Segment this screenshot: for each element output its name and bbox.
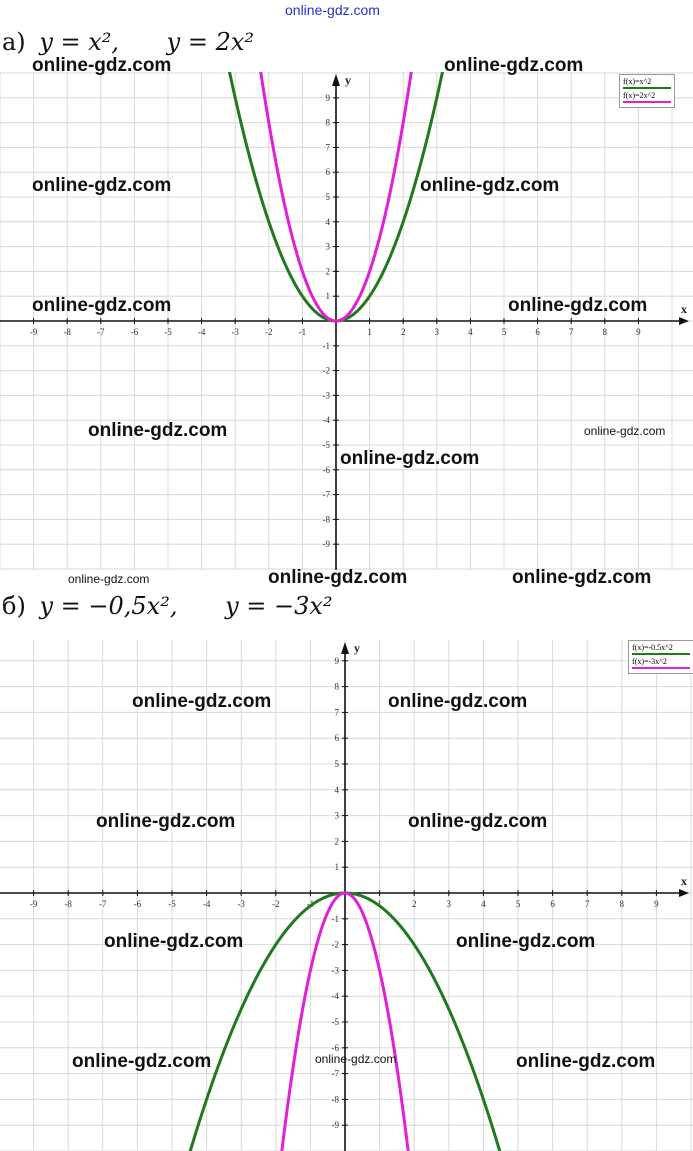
y-tick-label: 6 — [334, 733, 339, 744]
watermark: online-gdz.com — [315, 1052, 397, 1066]
legend-series-1-swatch — [632, 653, 690, 655]
chart-b-eq2: y = −3x² — [225, 592, 333, 620]
y-tick-label: 1 — [325, 291, 330, 302]
x-tick-label: 3 — [446, 899, 452, 909]
y-tick-label: 7 — [325, 142, 330, 153]
y-tick-label: -8 — [331, 1094, 339, 1105]
x-tick-label: 9 — [636, 327, 641, 337]
legend-series-2-label: f(x)=2x^2 — [623, 91, 656, 100]
chart-a-label: а) — [2, 28, 26, 56]
x-tick-label: -6 — [130, 327, 139, 337]
y-tick-label: 4 — [325, 216, 330, 227]
watermark-top: online-gdz.com — [285, 2, 380, 18]
y-tick-label: 2 — [325, 266, 330, 277]
watermark: online-gdz.com — [32, 175, 172, 196]
watermark: online-gdz.com — [508, 295, 648, 316]
y-tick-label: -7 — [322, 489, 330, 500]
legend-series-1-swatch — [623, 87, 671, 89]
x-axis-arrow — [679, 317, 689, 325]
x-tick-label: 4 — [468, 327, 473, 337]
y-axis-label: y — [354, 641, 360, 655]
x-tick-label: -9 — [29, 899, 38, 909]
y-tick-label: -6 — [322, 464, 330, 475]
watermark: online-gdz.com — [408, 811, 548, 832]
legend-series-2-swatch — [623, 101, 671, 103]
y-tick-label: -3 — [331, 965, 339, 976]
y-tick-label: 1 — [334, 862, 339, 873]
x-tick-label: 4 — [481, 899, 486, 909]
y-tick-label: 6 — [325, 167, 330, 178]
x-tick-label: 7 — [584, 899, 590, 909]
y-axis-arrow — [341, 642, 349, 654]
x-tick-label: 2 — [400, 327, 406, 337]
y-tick-label: -7 — [331, 1068, 339, 1079]
watermark: online-gdz.com — [32, 55, 172, 76]
x-tick-label: 8 — [602, 327, 608, 337]
y-tick-label: -1 — [322, 340, 330, 351]
x-tick-label: -8 — [63, 327, 71, 337]
legend-series-2-swatch — [632, 667, 690, 669]
y-tick-label: -1 — [331, 913, 339, 924]
x-tick-label: -3 — [237, 899, 245, 909]
x-tick-label: -2 — [272, 899, 280, 909]
x-tick-label: -5 — [164, 327, 172, 337]
watermark: online-gdz.com — [88, 420, 228, 441]
x-tick-label: 5 — [515, 899, 521, 909]
chart-b-label: б) — [2, 592, 26, 620]
x-tick-label: 6 — [550, 899, 555, 909]
x-tick-label: -7 — [99, 899, 107, 909]
chart-a-eq2: y = 2x² — [166, 28, 255, 56]
y-tick-label: 9 — [334, 655, 339, 666]
x-tick-label: -4 — [202, 899, 211, 909]
x-axis-label: x — [681, 874, 687, 888]
y-tick-label: -2 — [331, 939, 339, 950]
y-tick-label: 3 — [334, 810, 339, 821]
x-tick-label: -3 — [231, 327, 239, 337]
y-tick-label: 5 — [325, 192, 330, 202]
y-tick-label: 3 — [325, 241, 330, 252]
y-tick-label: -5 — [322, 440, 330, 450]
x-tick-label: -7 — [97, 327, 105, 337]
watermark: online-gdz.com — [456, 931, 596, 952]
grid — [0, 640, 693, 1151]
chart-a-eq1: y = x², — [39, 28, 120, 56]
x-tick-label: 9 — [654, 899, 659, 909]
watermark: online-gdz.com — [68, 572, 150, 586]
watermark: online-gdz.com — [516, 1051, 656, 1072]
y-tick-label: -5 — [331, 1017, 339, 1027]
y-tick-label: 7 — [334, 707, 339, 718]
watermark: online-gdz.com — [340, 448, 480, 469]
y-axis-label: y — [345, 73, 351, 87]
x-tick-label: 1 — [377, 899, 382, 909]
y-tick-label: -9 — [331, 1120, 339, 1131]
x-tick-label: -9 — [29, 327, 38, 337]
x-tick-label: -1 — [306, 899, 315, 909]
x-tick-label: -1 — [298, 327, 307, 337]
watermark: online-gdz.com — [132, 691, 272, 712]
y-tick-label: 8 — [325, 117, 330, 128]
y-tick-label: -4 — [331, 991, 339, 1002]
x-tick-label: 5 — [501, 327, 507, 337]
watermark: online-gdz.com — [584, 424, 666, 438]
x-tick-label: -2 — [265, 327, 273, 337]
y-tick-label: 9 — [325, 92, 330, 103]
y-tick-label: -2 — [322, 365, 330, 376]
x-tick-label: 7 — [568, 327, 574, 337]
y-tick-label: 8 — [334, 681, 339, 692]
watermark: online-gdz.com — [420, 175, 560, 196]
y-axis-arrow — [332, 74, 340, 86]
watermark: online-gdz.com — [104, 931, 244, 952]
watermark: online-gdz.com — [444, 55, 584, 76]
legend-series-1-label: f(x)=-0.5x^2 — [632, 643, 673, 652]
y-tick-label: -6 — [331, 1042, 339, 1053]
x-tick-label: 2 — [411, 899, 417, 909]
watermark: online-gdz.com — [32, 295, 172, 316]
x-tick-label: 6 — [535, 327, 540, 337]
chart-b-group — [0, 640, 693, 1151]
chart-b-eq1: y = −0,5x², — [39, 592, 178, 620]
y-tick-label: -9 — [322, 539, 330, 550]
x-tick-label: -5 — [168, 899, 176, 909]
legend-series-1-label: f(x)=x^2 — [623, 77, 652, 86]
x-tick-label: -8 — [64, 899, 72, 909]
y-tick-label: -3 — [322, 390, 330, 401]
y-tick-label: -8 — [322, 514, 330, 525]
watermark: online-gdz.com — [72, 1051, 212, 1072]
x-tick-label: 8 — [619, 899, 625, 909]
x-axis-label: x — [681, 302, 687, 316]
x-tick-label: -6 — [133, 899, 142, 909]
y-tick-label: 2 — [334, 836, 339, 847]
y-tick-label: -4 — [322, 415, 330, 426]
watermark: online-gdz.com — [512, 567, 652, 588]
watermark: online-gdz.com — [388, 691, 528, 712]
x-tick-label: 1 — [367, 327, 372, 337]
chart-b-legend — [628, 640, 693, 674]
watermark: online-gdz.com — [96, 811, 236, 832]
x-axis-arrow — [679, 889, 689, 897]
y-tick-label: 5 — [334, 759, 339, 769]
x-tick-label: 3 — [434, 327, 440, 337]
watermark: online-gdz.com — [268, 567, 408, 588]
chart-a-legend — [619, 74, 675, 108]
y-tick-label: 4 — [334, 784, 339, 795]
x-tick-label: -4 — [197, 327, 206, 337]
legend-series-2-label: f(x)=-3x^2 — [632, 657, 667, 666]
